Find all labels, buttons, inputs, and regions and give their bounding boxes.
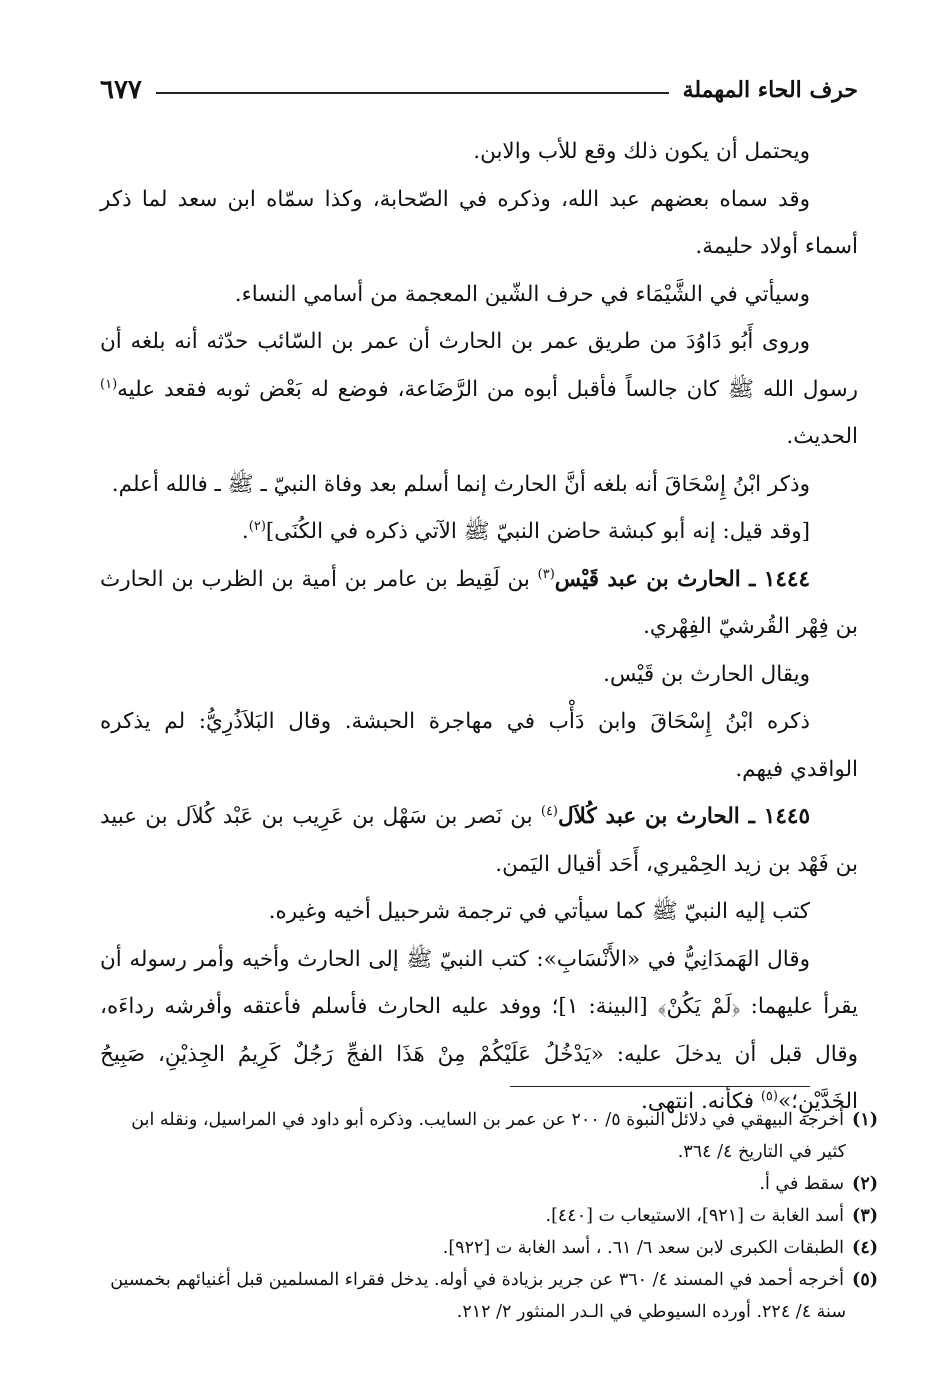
- footnote-text: أخرجه البيهقي في دلائل النبوة ٥/ ٢٠٠ عن عمر بن السايب. وذكره أبو داود في المراسيل، ونقله ابن: [131, 1110, 845, 1130]
- paragraph: وذكر ابْنُ إِسْحَاقَ أنه بلغه أنَّ الحارث إنما أسلم بعد وفاة النبيّ ـ ﷺ ـ فالله أعلم.: [111, 471, 810, 497]
- footnote-ref: (١): [100, 376, 118, 392]
- page-number: ٦٧٧: [100, 75, 142, 105]
- paragraph: وسيأتي في الشَّيْمَاء في حرف الشّين المعجمة من أسامي النساء.: [234, 281, 810, 307]
- paragraph: ويحتمل أن يكون ذلك وقع للأب والابن.: [473, 139, 810, 164]
- main-text: [100, 128, 858, 1126]
- paragraph-text: [وقد قيل: إنه أبو كبشة حاضن النبيّ ﷺ الآتي ذكره في الكُنَى]: [265, 519, 810, 544]
- section-title: حرف الحاء المهملة: [682, 77, 858, 103]
- paragraph: [100, 318, 858, 461]
- footnote-continuation: سنة ٤/ ٢٢٤. أورده السيوطي في الـدر المنثور ٢/ ٢١٢.: [456, 1302, 846, 1322]
- footnote: [100, 1200, 878, 1232]
- paragraph: [100, 936, 858, 1126]
- footnote-text: سقط في أ.: [759, 1174, 845, 1194]
- paragraph-text: الحديث.: [786, 424, 858, 449]
- entry-1444: [100, 556, 858, 651]
- footnote-divider: [510, 1086, 810, 1087]
- footnote-text: أسد الغابة ت [٩٢١]، الاستيعاب ت [٤٤٠].: [545, 1206, 845, 1226]
- paragraph-text: وروى أَبُو دَاوُدَ من طريق عمر بن الحارث أن عمر بن السّائب حدّثه أنه بلغه أن رسول الله ﷺ كان جالساً فأقبل أبوه من الرَّضَاعة، فوضع له بَعْض ثوبه فقعد عليه: [100, 329, 858, 402]
- footnote: [100, 1232, 878, 1264]
- entry-1445: [100, 793, 858, 888]
- paragraph: ويقال الحارث بن قَيْس.: [603, 661, 810, 687]
- entry-heading: ١٤٤٤ ـ الحارث بن عبد قَيْس: [554, 566, 810, 592]
- paragraph: ذكره ابْنُ إِسْحَاقَ وابن دَأْب في مهاجرة الحبشة. وقال البَلاَذُرِيُّ: لم يذكره الواقدي فيهم.: [100, 709, 858, 782]
- footnotes: [100, 1104, 878, 1328]
- footnote-ref: (٣): [537, 566, 555, 582]
- footnote-ref: (٢): [248, 518, 266, 534]
- footnote-number: (٣): [852, 1206, 878, 1226]
- paragraph-text: فكأنه. انتهى.: [641, 1089, 761, 1114]
- footnote-ref: (٥): [760, 1088, 778, 1104]
- entry-text: بن لَقِيط بن عامر بن أمية بن الظرب بن الحارث بن فِهْر القُرشيّ الفِهْري.: [100, 566, 858, 639]
- paragraph: كتب إليه النبيّ ﷺ كما سيأتي في ترجمة شرحبيل أخيه وغيره.: [268, 899, 810, 924]
- footnote: [100, 1264, 878, 1296]
- header-rule: [156, 92, 669, 94]
- footnote-text: أخرجه أحمد في المسند ٤/ ٣٦٠ عن جرير بزيادة في أوله. يدخل فقراء المسلمين قبل أغنيائهم بخمسين: [110, 1270, 845, 1290]
- footnote-number: (١): [852, 1110, 878, 1130]
- running-header: [100, 70, 858, 110]
- footnote-text: الطبقات الكبرى لابن سعد ٦/ ٦١. ، أسد الغابة ت [٩٢٢].: [442, 1238, 845, 1258]
- paragraph-text: وقال الهَمدَانِيُّ في «الأَنْسَابِ»: كتب النبيّ ﷺ إلى الحارث وأخيه وأمر رسوله أن يقرأ عليهما: ﴿لَمْ يَكُنْ﴾ [البينة: ١]؛ ووفد عليه الحارث فأسلم فأعتقه وأفرشه رداءَه، وقال قبل أن يدخلَ عليه: «يَدْخُلُ عَلَيْكُمْ مِنْ هَذَا الفجِّ رَجُلٌ كَرِيمُ الجِذيْنِ، صَبِيحُ الخَدَّيْنِ؛»: [100, 946, 858, 1114]
- paragraph: [100, 508, 858, 556]
- footnote: [100, 1104, 878, 1136]
- footnote-number: (٢): [852, 1174, 878, 1194]
- footnote-continuation: كثير في التاريخ ٤/ ٣٦٤.: [677, 1142, 846, 1162]
- footnote: [100, 1168, 878, 1200]
- footnote-number: (٤): [852, 1238, 878, 1258]
- footnote-ref: (٤): [540, 803, 558, 819]
- paragraph: وقد سماه بعضهم عبد الله، وذكره في الصّحابة، وكذا سمّاه ابن سعد لما ذكر أسماء أولاد حليمة.: [100, 186, 858, 259]
- entry-heading: ١٤٤٥ ـ الحارث بن عبد كُلاَل: [558, 804, 810, 829]
- entry-text: بن نَصر بن سَهْل بن عَرِيب بن عَبْد كُلاَل بن عبيد بن فَهْد بن زيد الحِمْيري، أَحَد أقيال اليَمن.: [100, 804, 858, 877]
- footnote-number: (٥): [852, 1270, 878, 1290]
- paragraph-text: .: [241, 519, 249, 544]
